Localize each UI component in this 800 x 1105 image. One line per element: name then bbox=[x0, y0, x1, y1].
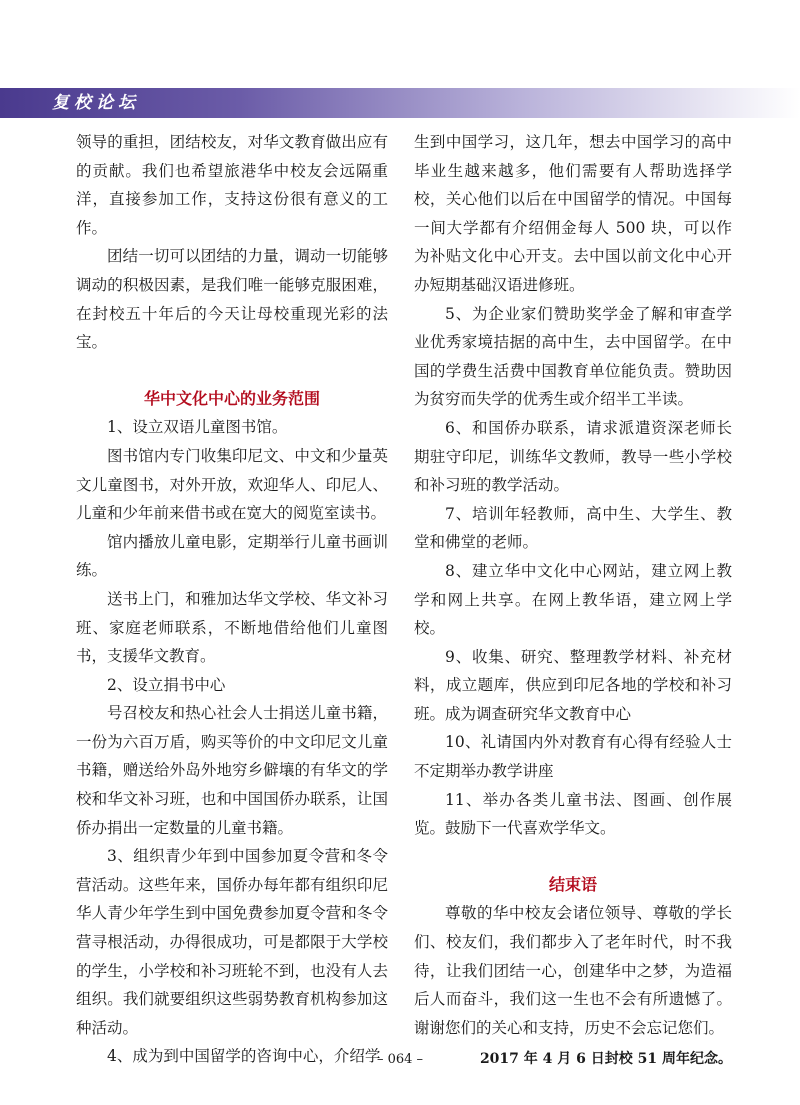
paragraph: 送书上门，和雅加达华文学校、华文补习班、家庭老师联系，不断地借给他们儿童图书，支援华文教育。 bbox=[76, 589, 388, 666]
page-number: – 064 – bbox=[376, 1052, 424, 1067]
section-title: 复校论坛 bbox=[52, 93, 140, 113]
date-line: 2017 年 4 月 6 日封校 51 周年纪念。 bbox=[479, 1051, 732, 1068]
section-heading: 华中文化中心的业务范围 bbox=[143, 388, 320, 408]
list-item: 3、组织青少年到中国参加夏令营和冬令营活动。这些年来，国侨办每年都有组织印尼华人青少年学生到中国免费参加夏令营和冬令营寻根活动，办得很成功，可是都限于大学校的学生，小学校和补习班轮不到，也没有人去组织。我们就要组织这些弱势教育机构参加这种活动。 bbox=[76, 847, 388, 1037]
spacer bbox=[76, 357, 388, 385]
list-item: 4、成为到中国留学的咨询中心，介绍学 bbox=[107, 1047, 381, 1066]
list-item: 5、为企业家们赞助奖学金了解和审查学业优秀家境拮据的高中生，去中国留学。在中国的学费生活费中国教育单位能负责。赞助因为贫穷而失学的优秀生或介绍半工半读。 bbox=[414, 304, 732, 409]
paragraph: 号召校友和热心社会人士捐送儿童书籍，一份为六百万盾，购买等价的中文印尼文儿童书籍，赠送给外岛外地穷乡僻壤的有华文的学校和华文补习班，也和中国国侨办联系，让国侨办捐出一定数量的儿童书籍。 bbox=[76, 704, 388, 837]
list-item-title: 1、设立双语儿童图书馆。 bbox=[107, 418, 288, 437]
list-item: 7、培训年轻教师，高中生、大学生、教堂和佛堂的老师。 bbox=[414, 504, 732, 552]
paragraph: 馆内播放儿童电影，定期举行儿童书画训练。 bbox=[76, 532, 388, 580]
paragraph: 图书馆内专门收集印尼文、中文和少量英文儿童图书，对外开放，欢迎华人、印尼人、儿童和少年前来借书或在宽大的阅览室读书。 bbox=[76, 446, 388, 523]
list-item: 9、收集、研究、整理教学材料、补充材料，成立题库，供应到印尼各地的学校和补习班。成为调查研究华文教育中心 bbox=[414, 647, 732, 723]
paragraph: 领导的重担，团结校友，对华文教育做出应有的贡献。我们也希望旅港华中校友会远隔重洋，直接参加工作，支持这份很有意义的工作。 bbox=[76, 133, 388, 237]
paragraph: 团结一切可以团结的力量，调动一切能够调动的积极因素，是我们唯一能够克服困难，在封校五十年后的今天让母校重现光彩的法宝。 bbox=[76, 247, 388, 352]
list-item-title: 2、设立捐书中心 bbox=[107, 675, 226, 694]
list-item: 10、礼请国内外对教育有心得有经验人士不定期举办教学讲座 bbox=[414, 733, 732, 781]
list-item: 6、和国侨办联系，请求派遣资深老师长期驻守印尼，训练华文教师，教导一些小学校和补习班的教学活动。 bbox=[414, 418, 732, 495]
right-column bbox=[414, 128, 732, 1072]
list-item: 11、举办各类儿童书法、图画、创作展览。鼓励下一代喜欢学华文。 bbox=[414, 790, 732, 838]
left-column bbox=[76, 128, 388, 1071]
section-heading: 结束语 bbox=[548, 874, 597, 894]
paragraph: 生到中国学习，这几年，想去中国学习的高中毕业生越来越多，他们需要有人帮助选择学校，关心他们以后在中国留学的情况。中国每一间大学都有介绍佣金每人 500 块，可以作为补贴文化中心开支。去中国以前文化中心开办短期基础汉语进修班。 bbox=[414, 133, 732, 294]
spacer bbox=[414, 843, 732, 871]
list-item: 8、建立华中文化中心网站，建立网上教学和网上共享。在网上教华语，建立网上学校。 bbox=[414, 561, 732, 638]
paragraph: 尊敬的华中校友会诸位领导、尊敬的学长们、校友们，我们都步入了老年时代，时不我待，让我们团结一心，创建华中之梦，为造福后人而奋斗，我们这一生也不会有所遗憾了。谢谢您们的关心和支持，历史不会忘记您们。 bbox=[414, 904, 732, 1037]
